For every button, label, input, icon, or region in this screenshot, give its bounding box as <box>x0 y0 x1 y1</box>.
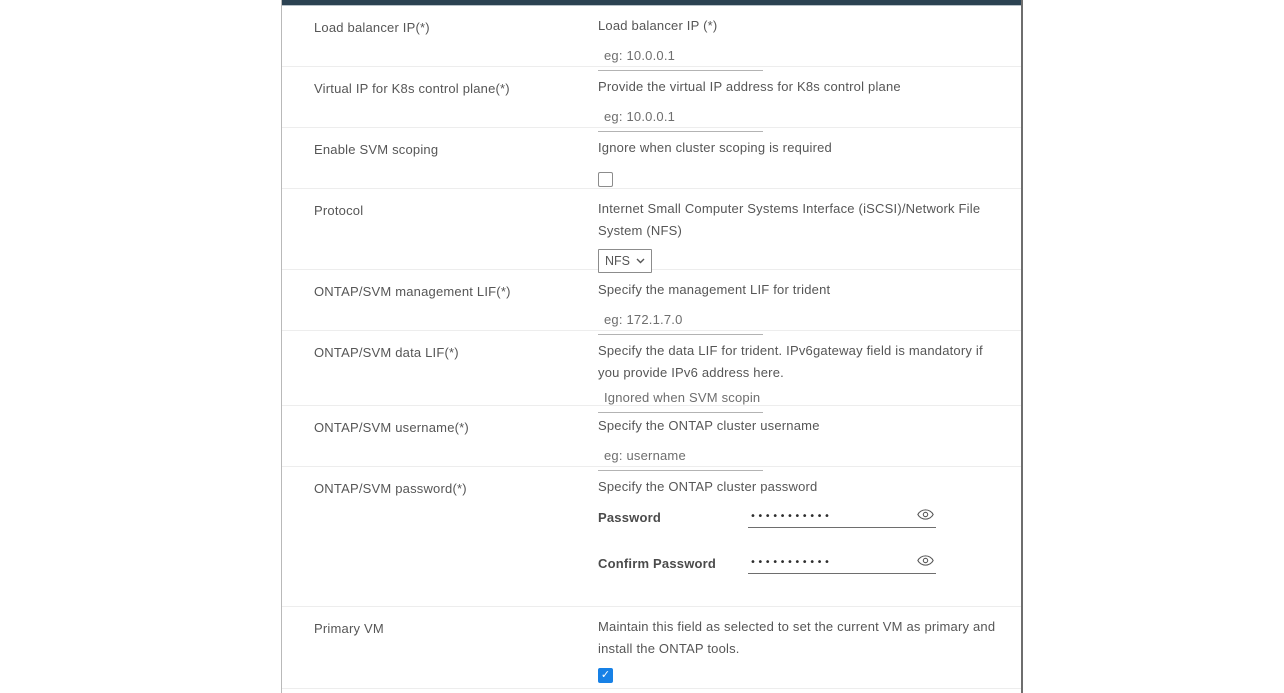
field-label: Protocol <box>314 203 364 218</box>
field-description: Specify the data LIF for trident. IPv6gateway field is mandatory if you provide IPv6 address here. <box>598 343 983 380</box>
field-description: Specify the management LIF for trident <box>598 282 831 297</box>
settings-form-card <box>281 0 1023 693</box>
field-label: ONTAP/SVM password(*) <box>314 481 467 496</box>
field-description: Maintain this field as selected to set the current VM as primary and install the ONTAP tools. <box>598 619 996 656</box>
form-row-k8s-virtual-ip <box>282 67 1021 128</box>
password-visibility-eye-icon[interactable] <box>917 508 936 521</box>
password-input[interactable] <box>748 507 917 522</box>
password-label: Password <box>598 510 662 525</box>
protocol-select[interactable] <box>598 249 652 273</box>
form-row-primary-vm <box>282 607 1021 689</box>
confirm-password-label: Confirm Password <box>598 556 717 571</box>
load-balancer-ip-input[interactable] <box>598 46 763 71</box>
field-label: Enable SVM scoping <box>314 142 439 157</box>
form-row-ontap-password <box>282 467 1021 607</box>
confirm-password-input[interactable] <box>748 553 917 568</box>
field-description: Load balancer IP (*) <box>598 18 718 33</box>
field-label: ONTAP/SVM management LIF(*) <box>314 284 511 299</box>
form-row-svm-scoping <box>282 128 1021 189</box>
form-row-data-lif <box>282 331 1021 406</box>
field-label: Virtual IP for K8s control plane(*) <box>314 81 510 96</box>
field-description: Provide the virtual IP address for K8s control plane <box>598 79 901 94</box>
chevron-down-icon <box>636 258 645 264</box>
confirm-password-field-row <box>598 553 1007 574</box>
ontap-username-input[interactable] <box>598 446 763 471</box>
management-lif-input[interactable] <box>598 310 763 335</box>
field-description: Specify the ONTAP cluster password <box>598 479 818 494</box>
field-description: Specify the ONTAP cluster username <box>598 418 820 433</box>
k8s-virtual-ip-input[interactable] <box>598 107 763 132</box>
primary-vm-checkbox[interactable] <box>598 668 613 683</box>
data-lif-input[interactable] <box>598 388 763 413</box>
form-row-management-lif <box>282 270 1021 331</box>
field-description: Internet Small Computer Systems Interface (iSCSI)/Network File System (NFS) <box>598 201 981 238</box>
checkmark-icon: ✓ <box>600 669 611 681</box>
confirm-password-visibility-eye-icon[interactable] <box>917 554 936 567</box>
form-row-load-balancer-ip <box>282 6 1021 67</box>
form-row-ontap-username <box>282 406 1021 467</box>
protocol-select-value: NFS <box>605 254 630 268</box>
form-row-protocol <box>282 189 1021 270</box>
field-label: ONTAP/SVM data LIF(*) <box>314 345 459 360</box>
field-description: Ignore when cluster scoping is required <box>598 140 832 155</box>
field-label: Primary VM <box>314 621 384 636</box>
field-label: Load balancer IP(*) <box>314 20 430 35</box>
field-label: ONTAP/SVM username(*) <box>314 420 469 435</box>
svm-scoping-checkbox[interactable] <box>598 172 613 187</box>
password-field-row <box>598 507 1007 528</box>
